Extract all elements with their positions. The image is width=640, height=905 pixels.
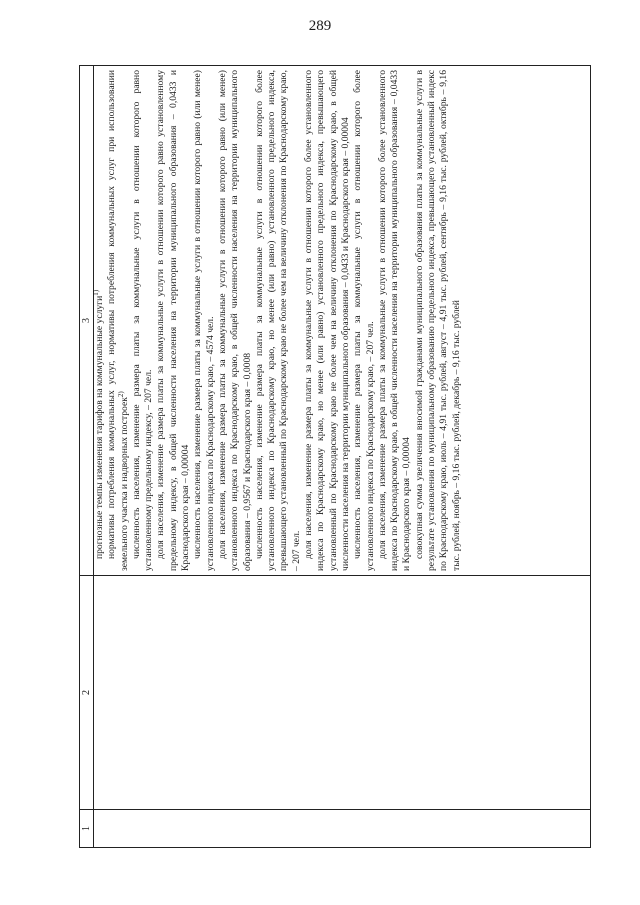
- paragraph-text: доля населения, изменение размера платы за коммунальные услуги в отношении которого более установленного индекса по Краснодарскому краю, в общей численности населения на территории муниципального образования – 0,0433 и Краснодарского края – 0,00004: [376, 70, 413, 571]
- document-table: [79, 65, 591, 848]
- cell-col-2: [94, 576, 591, 810]
- paragraph: [131, 70, 156, 571]
- paragraph: [192, 70, 217, 571]
- paragraph: [414, 70, 463, 571]
- footnote-marker: 2): [116, 391, 125, 398]
- header-col-2: 2: [80, 576, 94, 810]
- paragraph-text: доля населения, изменение размера платы за коммунальные услуги в отношении которого равно установленному предельному индексу, в общей численности населения на территории муниципального образования – 0,0433 и Краснодарского края – 0,00004: [155, 70, 192, 571]
- paragraph-text: численность населения, изменение размера платы за коммунальные услуги в отношении которого равно (или менее) установленного индекса по Краснодарскому краю, – 4574 чел.: [192, 70, 216, 571]
- paragraph: [254, 70, 303, 571]
- rotated-table-container: [79, 66, 591, 848]
- paragraph-text: доля населения, изменение размера платы за коммунальные услуги в отношении которого равно (или менее) установленного индекса по Краснодарскому краю, в общей численности населения на территории муниципального образования – 0,9567 и Краснодарского края – 0,0008: [216, 70, 253, 571]
- paragraph-text: доля населения, изменение размера платы за коммунальные услуги в отношении которого более установленного индекса по Краснодарскому краю, но менее (или равно) установленного предельного индекса, превышающего установленный по Краснодарскому краю не более чем на величину отклонения по Краснодарскому краю, в общей численности населения на территории муниципального образования – 0,0433 и Краснодарского края – 0,00004: [303, 70, 351, 571]
- paragraph-text: численность населения, изменение размера платы за коммунальные услуги в отношении которого более установленного индекса по Краснодарскому краю, – 207 чел.: [352, 70, 376, 571]
- paragraph-text: численность населения, изменение размера платы за коммунальные услуги в отношении которого более установленного индекса по Краснодарскому краю, но менее (или равно) установленного предельного индекса, превышающего установленный по Краснодарскому краю не более чем на величину отклонения по Краснодарскому краю, – 207 чел.: [253, 70, 302, 571]
- page-number: 289: [308, 18, 332, 34]
- paragraph: [106, 70, 131, 571]
- table-body-row: [94, 66, 591, 848]
- table-header-row: [80, 66, 94, 848]
- cell-col-3: [91, 66, 591, 576]
- header-col-3: 3: [80, 66, 94, 576]
- paragraph-text: прогнозные темпы изменения тарифов на коммунальные услуги: [94, 295, 105, 559]
- paragraph-text: совокупная сумма увеличения вносимой гражданами муниципального образования платы за коммунальные услуги в результате установления по муниципальному образованию предельного индекса, превышающего установленный индекс по Краснодарскому краю, июль – 4,91 тыс. рублей, август – 4,91 тыс. рублей, сентябрь – 9,16 тыс. рублей, октябрь – 9,16 тыс. рублей, ноябрь – 9,16 тыс. рублей, декабрь – 9,16 тыс. рублей: [413, 70, 462, 571]
- footnote-marker: 1): [91, 289, 100, 296]
- cell-col-1: [94, 810, 591, 848]
- paragraph-text: численность населения, изменение размера платы за коммунальные услуги в отношении которого равно установленному предельному индексу, – 207 чел.: [130, 70, 155, 571]
- paragraph: [303, 70, 352, 571]
- paragraph: [155, 70, 192, 571]
- header-col-1: 1: [80, 810, 94, 848]
- paragraph: [91, 70, 106, 571]
- paragraph: [352, 70, 377, 571]
- paragraph: [217, 70, 254, 571]
- paragraph: [377, 70, 414, 571]
- paragraph-text: нормативы потребления коммунальных услуг, нормативы потребления коммунальных услуг при использовании земельного участка и надворных построек: [106, 70, 130, 571]
- paragraph-list: [91, 70, 463, 571]
